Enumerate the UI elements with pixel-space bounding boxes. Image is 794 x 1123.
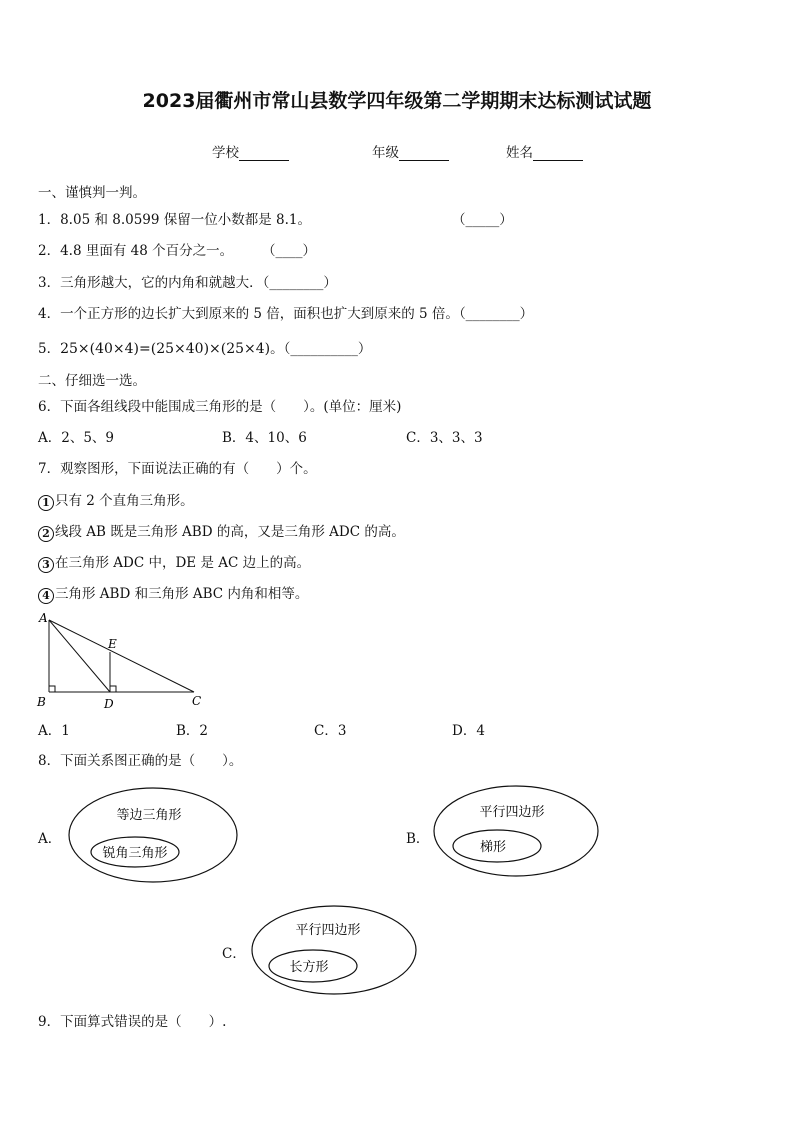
triangle-figure <box>34 610 214 714</box>
outer-set-label: 等边三角形 <box>116 808 182 823</box>
q2-answer-paren[interactable]: （____） <box>262 243 316 259</box>
q7-statement-1-text: 只有 2 个直角三角形。 <box>55 493 194 509</box>
grade-blank[interactable] <box>399 146 449 161</box>
school-field[interactable] <box>212 141 289 161</box>
inner-set-label: 锐角三角形 <box>102 846 168 861</box>
q4-text: 一个正方形的边长扩大到原来的 5 倍，面积也扩大到原来的 5 倍。 <box>60 306 459 322</box>
name-label: 姓名 <box>506 145 533 161</box>
q3-text: 三角形越大，它的内角和就越大． <box>60 275 263 291</box>
segment-ad <box>49 620 110 692</box>
q6-option-c[interactable]: C．3、3、3 <box>406 430 483 446</box>
q9-text: 下面算式错误的是（ ）. <box>60 1014 227 1030</box>
q5-expression: 25×(40×4)=(25×40)×(25×4) <box>60 341 271 357</box>
q1-text: 8.05 和 8.0599 保留一位小数都是 8.1。 <box>60 212 312 228</box>
q3-answer-paren[interactable]: （________） <box>262 275 337 291</box>
q7-number: 7． <box>38 461 61 477</box>
name-field[interactable] <box>506 141 583 161</box>
circled-number-2: 2 <box>38 526 54 542</box>
q5-number: 5． <box>38 341 61 357</box>
q1-number: 1． <box>38 212 61 228</box>
q6-text: 下面各组线段中能围成三角形的是（ ）。(单位：厘米) <box>60 399 402 415</box>
q5-tail: 。 <box>270 341 284 357</box>
label-e: E <box>108 637 117 651</box>
question-2 <box>38 239 233 259</box>
label-c: C <box>192 694 202 708</box>
circled-number-1: 1 <box>38 495 54 511</box>
q2-number: 2． <box>38 243 61 259</box>
q8-option-c-diagram <box>250 904 420 998</box>
q7-option-b[interactable]: B．2 <box>176 723 209 739</box>
outer-ellipse <box>252 906 416 994</box>
q6-option-a[interactable]: A．2、5、9 <box>38 430 115 446</box>
q4-answer-paren[interactable]: （________） <box>458 306 534 322</box>
q7-statement-3-text: 在三角形 ADC 中，DE 是 AC 边上的高。 <box>55 555 311 571</box>
label-d: D <box>104 697 114 711</box>
q7-option-d[interactable]: D．4 <box>452 723 485 739</box>
grade-field[interactable] <box>372 141 449 161</box>
school-label: 学校 <box>212 145 239 161</box>
question-9 <box>38 1010 226 1030</box>
q2-text: 4.8 里面有 48 个百分之一。 <box>60 243 234 259</box>
outer-set-label: 平行四边形 <box>479 805 545 820</box>
question-1 <box>38 208 311 228</box>
inner-set-label: 长方形 <box>289 960 329 975</box>
label-b: B <box>37 695 46 709</box>
q6-number: 6． <box>38 399 61 415</box>
question-6 <box>38 395 401 415</box>
right-angle-mark-b <box>49 686 55 692</box>
grade-label: 年级 <box>372 145 399 161</box>
q8-option-a-diagram <box>66 786 240 886</box>
q6-option-b[interactable]: B．4、10、6 <box>222 430 307 446</box>
page-title: 2023届衢州市常山县数学四年级第二学期期末达标测试试题 <box>142 90 652 112</box>
q8-text: 下面关系图正确的是（ ）。 <box>60 753 243 769</box>
q7-statement-4-text: 三角形 ABD 和三角形 ABC 内角和相等。 <box>55 586 309 602</box>
circled-number-4: 4 <box>38 588 54 604</box>
question-5 <box>38 337 371 357</box>
q8-option-b-diagram <box>432 784 602 880</box>
circled-number-3: 3 <box>38 557 54 573</box>
segment-ac <box>49 620 194 692</box>
q7-text: 观察图形，下面说法正确的有（ ）个。 <box>60 461 317 477</box>
q1-answer-paren[interactable]: （_____） <box>452 212 513 228</box>
q4-number: 4． <box>38 306 61 322</box>
q7-statement-1 <box>38 489 194 511</box>
inner-set-label: 梯形 <box>479 840 507 855</box>
right-angle-mark-d <box>110 686 116 692</box>
q7-statement-2 <box>38 520 405 542</box>
question-7 <box>38 457 317 477</box>
q8-option-a-label[interactable]: A． <box>38 831 62 847</box>
q8-option-b-label[interactable]: B． <box>406 831 430 847</box>
q7-statement-3 <box>38 551 310 573</box>
outer-ellipse <box>69 788 237 882</box>
q5-answer-paren[interactable]: （__________） <box>283 341 372 357</box>
q7-option-a[interactable]: A．1 <box>38 723 70 739</box>
q7-option-c[interactable]: C．3 <box>314 723 347 739</box>
q7-statement-4 <box>38 582 308 604</box>
label-a: A <box>39 611 48 625</box>
section-1-heading: 一、谨慎判一判。 <box>38 185 146 201</box>
school-blank[interactable] <box>239 146 289 161</box>
outer-set-label: 平行四边形 <box>295 923 361 938</box>
question-4 <box>38 302 533 322</box>
question-8 <box>38 749 242 769</box>
q8-option-c-label[interactable]: C． <box>222 946 246 962</box>
q7-statement-2-text: 线段 AB 既是三角形 ABD 的高，又是三角形 ADC 的高。 <box>55 524 405 540</box>
section-2-heading: 二、仔细选一选。 <box>38 373 146 389</box>
q3-number: 3． <box>38 275 61 291</box>
question-3 <box>38 271 337 291</box>
q8-number: 8． <box>38 753 61 769</box>
name-blank[interactable] <box>533 146 583 161</box>
q9-number: 9． <box>38 1014 61 1030</box>
